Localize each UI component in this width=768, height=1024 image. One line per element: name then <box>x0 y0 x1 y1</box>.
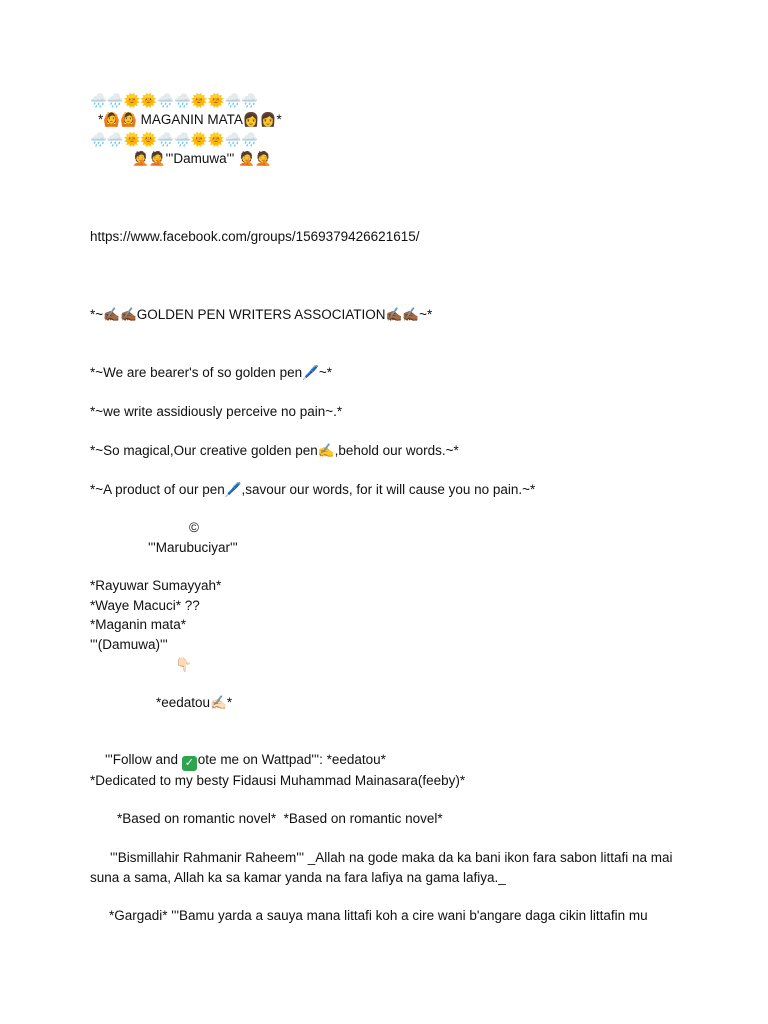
emoji-row-bottom: 🌧️🌧️🌞🌞🌧️🌧️🌞🌞🌧️🌧️ <box>90 132 259 147</box>
emoji-row-top: 🌧️🌧️🌞🌞🌧️🌧️🌞🌞🌧️🌧️ <box>90 93 259 108</box>
check-mark-icon: ✓ <box>182 756 197 771</box>
copyright-symbol: © <box>189 520 199 535</box>
follow-text-end: ote me on Wattpad''': *eedatou* <box>197 752 386 767</box>
story-subtitle: 🤦🤦'''Damuwa''' 🤦🤦 <box>132 151 272 166</box>
warning-paragraph: *Gargadi* '''Bamu yarda a sauya mana littafi koh a cire wani b'angare daga cikin littafin mu <box>109 908 648 923</box>
story-title: *🙆🙆 MAGANIN MATA👩👩* <box>98 112 282 127</box>
bismillah-paragraph: '''Bismillahir Rahmanir Raheem''' _Allah na gode maka da ka bani ikon fara sabon littafi na mai suna a sama, Allah ka sa kamar yanda na fara lafiya na gama lafiya._ <box>90 850 673 885</box>
genre-line: *Based on romantic novel* *Based on romantic novel* <box>117 811 443 826</box>
credit-line: '''(Damuwa)''' <box>90 637 168 652</box>
verse-line: *~We are bearer's of so golden pen🖊️~* <box>90 365 333 380</box>
credit-line: *Rayuwar Sumayyah* <box>90 578 222 593</box>
credit-line: *Maganin mata* <box>90 617 187 632</box>
credit-line: *Waye Macuci* ?? <box>90 598 200 613</box>
copyright-author: '''Marubuciyar''' <box>148 540 238 555</box>
association-name: *~✍🏾✍🏾GOLDEN PEN WRITERS ASSOCIATION✍🏾✍🏾~* <box>90 307 433 322</box>
verse-line: *~So magical,Our creative golden pen✍,behold our words.~* <box>90 443 459 458</box>
verse-line: *~we write assidiously perceive no pain~.* <box>90 404 343 419</box>
facebook-group-link[interactable]: https://www.facebook.com/groups/1569379426621615/ <box>90 229 420 244</box>
author-handle: *eedatou✍🏻* <box>156 695 233 710</box>
follow-text-start: '''Follow and <box>105 752 182 767</box>
pointing-down-icon: 👇🏻 <box>175 657 192 672</box>
dedication-line: *Dedicated to my besty Fidausi Muhammad Mainasara(feeby)* <box>90 773 466 788</box>
verse-line: *~A product of our pen🖊️,savour our words, for it will cause you no pain.~* <box>90 482 536 497</box>
